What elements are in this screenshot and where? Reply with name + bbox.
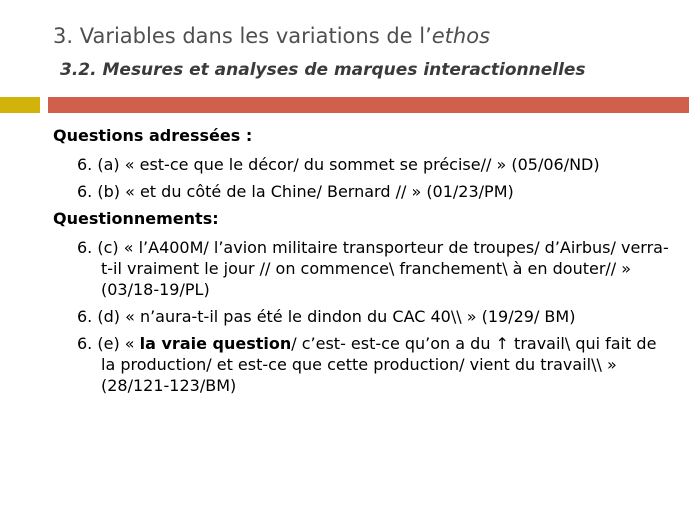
- example-text: 6. (a) « est-ce que le décor/ du sommet se précise// » (05/06/ND): [77, 155, 600, 174]
- example-6e: [77, 333, 673, 396]
- section-heading-questionnements: Questionnements:: [53, 209, 219, 228]
- example-text: 6. (b) « et du côté de la Chine/ Bernard // » (01/23/PM): [77, 182, 514, 201]
- example-6a: [77, 154, 673, 175]
- example-text-continued: / c’est- est-ce qu’on a du ↑ travail\ qui fait de la production/ et est-ce que cette production/ vient du travail\\ » (28/121-123/BM): [101, 334, 657, 395]
- example-text: 6. (e) «: [77, 334, 140, 353]
- slide-title-italic: ethos: [431, 24, 491, 48]
- example-6d: [77, 306, 673, 327]
- example-6b: [77, 181, 673, 202]
- slide-subtitle: 3.2. Mesures et analyses de marques interactionnelles: [60, 60, 586, 80]
- example-bold-phrase: la vraie question: [139, 334, 292, 353]
- example-text: 6. (c) « l’A400M/ l’avion militaire transporteur de troupes/ d’Airbus/ verra-t-il vraiment le jour // on commence\ franchement\ à en douter// » (03/18-19/PL): [77, 238, 669, 299]
- example-text: 6. (d) « n’aura-t-il pas été le dindon du CAC 40\\ » (19/29/ BM): [77, 307, 576, 326]
- accent-bar-left: [0, 97, 40, 113]
- slide-title-text: 3. Variables dans les variations de l’: [53, 24, 432, 48]
- slide-title: [53, 24, 490, 48]
- accent-bar-right: [48, 97, 689, 113]
- slide-body: [53, 125, 673, 402]
- example-6c: [77, 237, 673, 300]
- section-heading-questions-adressees: Questions adressées :: [53, 126, 253, 145]
